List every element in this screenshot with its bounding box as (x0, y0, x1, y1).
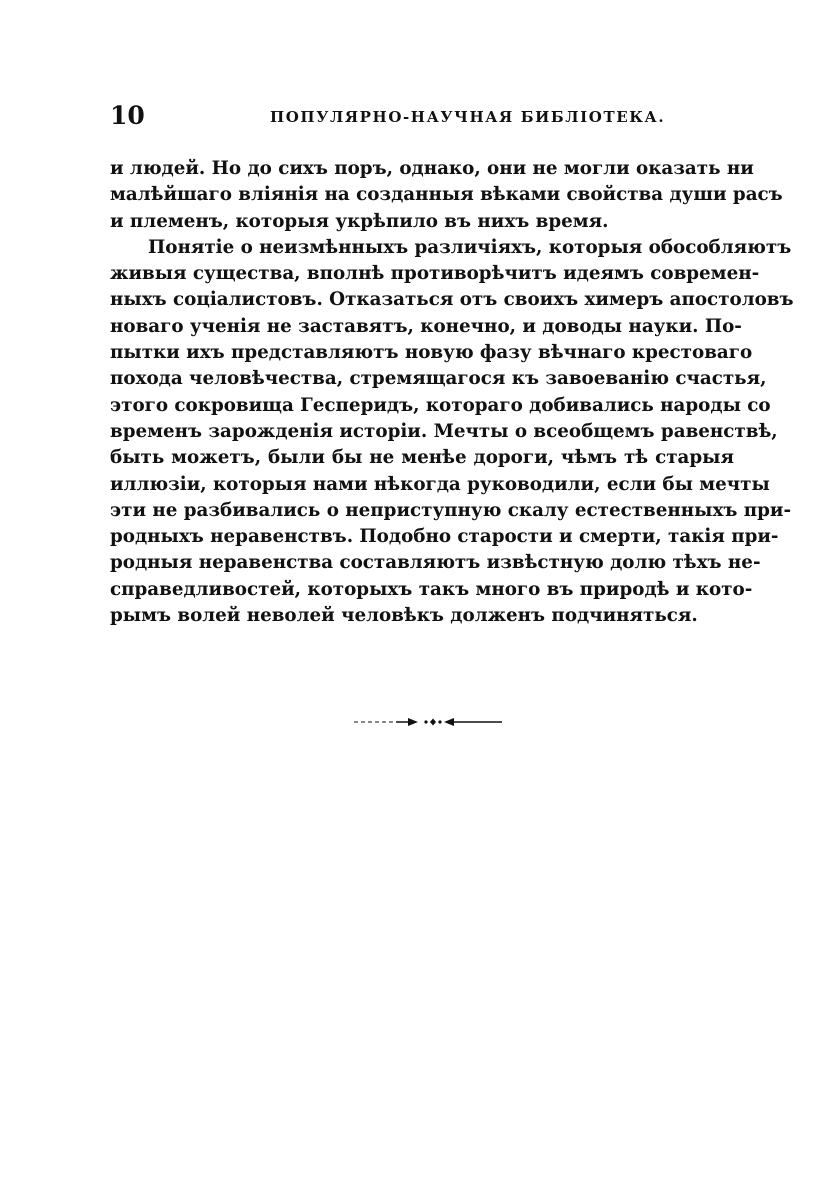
text-line: малѣйшаго вліянія на созданныя вѣками свойства души расъ (110, 184, 783, 206)
text-line: быть можетъ, были бы не менѣе дороги, чѣмъ тѣ старыя (110, 447, 734, 469)
page-number: 10 (110, 101, 145, 130)
text-line: Понятіе о неизмѣнныхъ различіяхъ, которыя обособляютъ (148, 236, 792, 258)
text-line: живыя существа, вполнѣ противорѣчитъ идеямъ современ- (110, 263, 760, 285)
running-title: ПОПУЛЯРНО-НАУЧНАЯ БИБЛІОТЕКА. (270, 108, 666, 126)
text-line: справедливостей, которыхъ такъ много въ природѣ и кото- (110, 578, 753, 600)
text-line: новаго ученія не заставятъ, конечно, и доводы науки. По- (110, 315, 742, 337)
text-line: похода человѣчества, стремящагося къ завоеванію счастья, (110, 368, 767, 390)
text-line: и племенъ, которыя укрѣпило въ нихъ время. (110, 210, 609, 232)
text-line: родныхъ неравенствъ. Подобно старости и смерти, такія при- (110, 526, 779, 548)
text-line: пытки ихъ представляютъ новую фазу вѣчнаго крестоваго (110, 342, 753, 364)
text-line: иллюзіи, которыя нами нѣкогда руководили, если бы мечты (110, 473, 770, 495)
text-line: ныхъ соціалистовъ. Отказаться отъ своихъ химеръ апостоловъ (110, 289, 794, 311)
text-line: рымъ волей неволей человѣкъ долженъ подчиняться. (110, 605, 698, 627)
text-line: временъ зарожденія исторіи. Мечты о всеобщемъ равенствѣ, (110, 420, 778, 442)
text-line: родныя неравенства составляютъ извѣстную долю тѣхъ не- (110, 552, 761, 574)
text-line: этого сокровища Гесперидъ, котораго добивались народы со (110, 394, 771, 416)
text-line: эти не разбивались о неприступную скалу естественныхъ при- (110, 499, 792, 521)
body-text (110, 156, 794, 629)
page-header (110, 98, 730, 134)
paragraph-1 (110, 156, 783, 235)
text-line: и людей. Но до сихъ поръ, однако, они не могли оказать ни (110, 158, 754, 179)
paragraph-2 (110, 235, 794, 629)
decorative-ornament-icon (352, 708, 504, 736)
